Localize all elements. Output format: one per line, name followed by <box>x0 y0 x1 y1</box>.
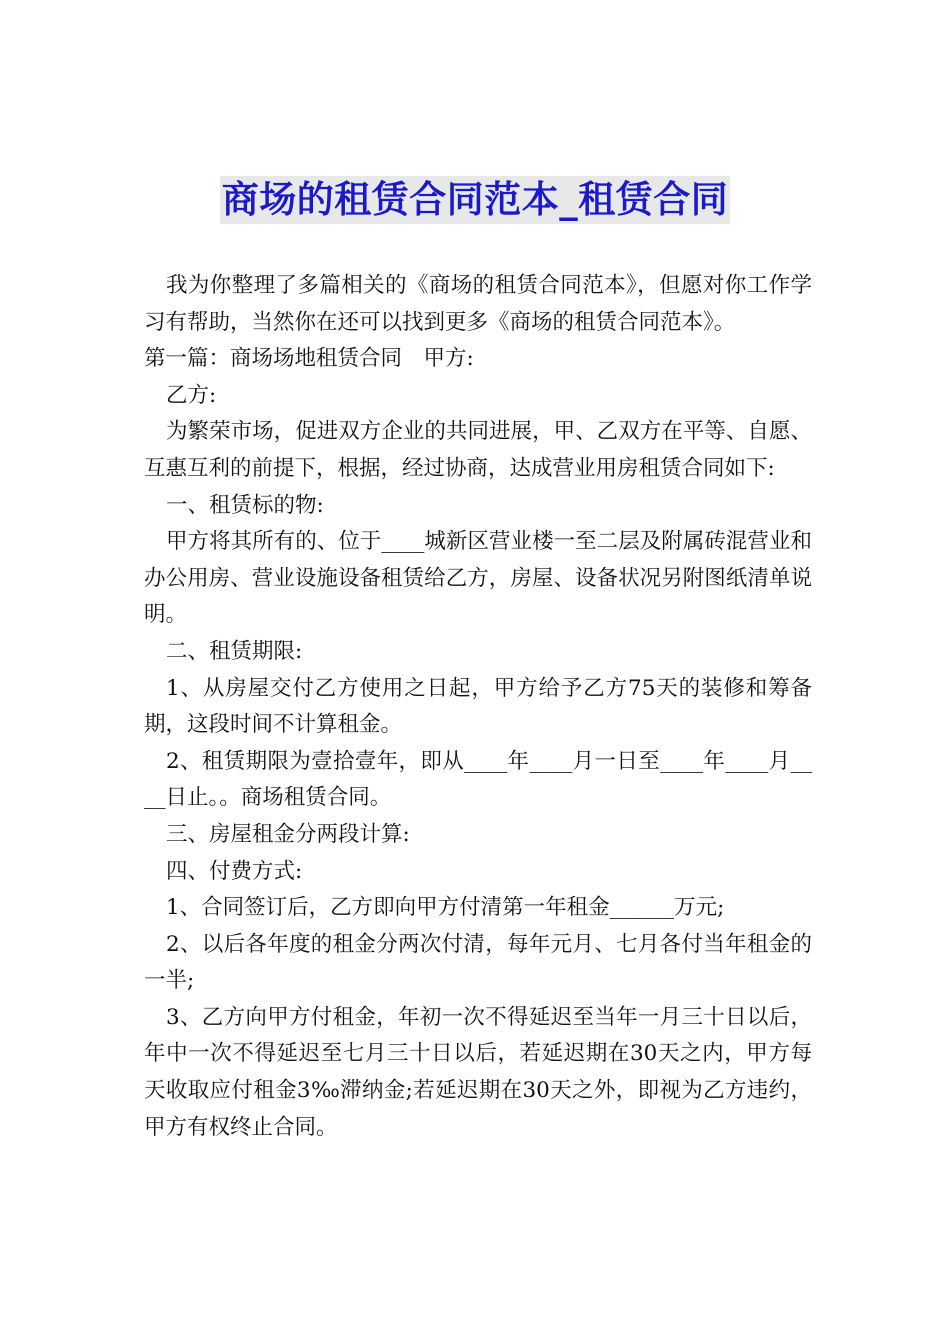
paragraph-preamble: 为繁荣市场，促进双方企业的共同进展，甲、乙双方在平等、自愿、互惠互利的前提下，根据，经过协商，达成营业用房租赁合同如下: <box>144 419 812 481</box>
paragraph-clause-4-item-1: 1、合同签订后，乙方即向甲方付清第一年租金______万元; <box>166 895 725 921</box>
paragraph-clause-2-heading: 二、租赁期限: <box>166 638 303 664</box>
paragraph-clause-2-item-1: 1、从房屋交付乙方使用之日起，甲方给予乙方75天的装修和筹备期，这段时间不计算租金。 <box>144 675 812 738</box>
paragraph-clause-2-item-2: 2、租赁期限为壹拾壹年，即从____年____月一日至____年____月____日止。。商场租赁合同。 <box>144 748 812 811</box>
paragraph-party-b: 乙方: <box>166 382 217 408</box>
paragraph-clause-1-heading: 一、租赁标的物: <box>166 492 324 518</box>
paragraph-clause-4-item-3: 3、乙方向甲方付租金，年初一次不得延迟至当年一月三十日以后，年中一次不得延迟至七月三十日以后，若延迟期在30天之内，甲方每天收取应付租金3‰滞纳金;若延迟期在30天之外，即视为乙方违约，甲方有权终止合同。 <box>144 1004 812 1140</box>
paragraph-clause-4-item-2: 2、以后各年度的租金分两次付清，每年元月、七月各付当年租金的一半; <box>144 931 812 994</box>
paragraph-section-one-heading: 第一篇：商场场地租赁合同 甲方: <box>144 346 474 372</box>
document-body <box>144 268 812 1146</box>
paragraph-intro: 我为你整理了多篇相关的《商场的租赁合同范本》，但愿对你工作学习有帮助，当然你在还可以找到更多《商场的租赁合同范本》。 <box>144 273 812 335</box>
title-container <box>0 176 950 224</box>
paragraph-clause-1-body: 甲方将其所有的、位于____城新区营业楼一至二层及附属砖混营业和办公用房、营业设施设备租赁给乙方，房屋、设备状况另附图纸清单说明。 <box>144 529 812 628</box>
paragraph-clause-4-heading: 四、付费方式: <box>166 858 303 884</box>
document-title: 商场的租赁合同范本_租赁合同 <box>220 176 731 224</box>
paragraph-clause-3-heading: 三、房屋租金分两段计算: <box>166 821 410 847</box>
